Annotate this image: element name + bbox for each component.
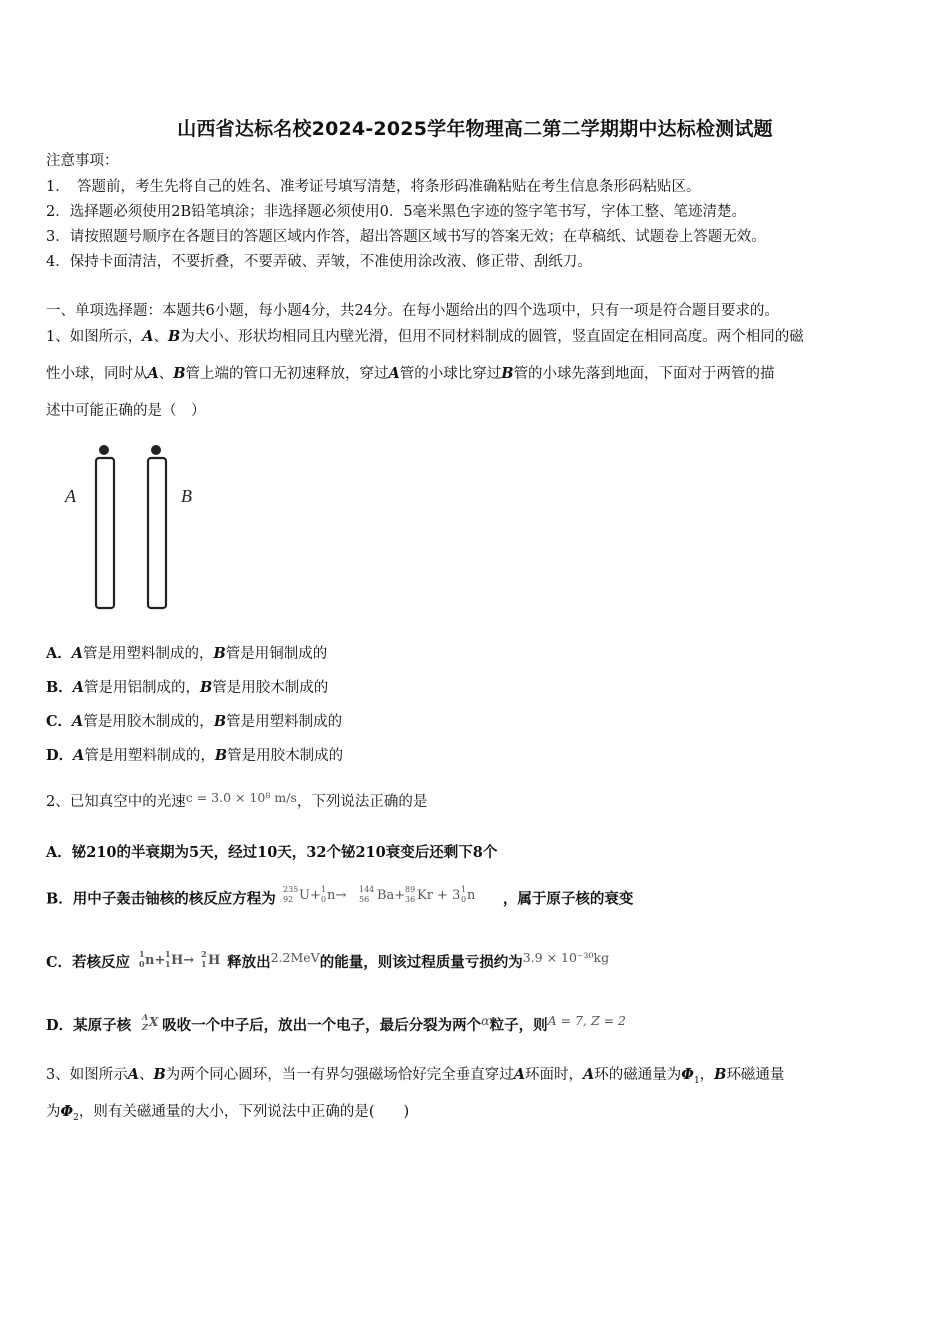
- q2-option-a: A．铋210的半衰期为5天，经过10天，32个铋210衰变后还剩下8个: [46, 844, 498, 861]
- notice-heading: 注意事项：: [46, 153, 119, 169]
- q1-option-a: A．A管是用塑料制成的，B管是用铜制成的: [46, 645, 328, 662]
- q3-stem-line1: 3、如图所示A、B为两个同心圆环，当一有界匀强磁场恰好完全垂直穿过A环面时，A环的磁通量为$\Phi_1$，B环磁通量: [46, 1066, 785, 1086]
- energy-value: 2.2MeV: [270, 950, 320, 965]
- magnetic-ball-b: [151, 445, 161, 455]
- mass-defect-value: 3.9 × 10⁻³⁰kg: [522, 950, 610, 965]
- q1-stem-line3: 述中可能正确的是（ ）: [46, 403, 206, 419]
- svg-text:144: 144: [358, 885, 375, 894]
- q1-option-d: D．A管是用塑料制成的，B管是用胶木制成的: [46, 747, 344, 764]
- notice-item: 3．请按照题号顺序在各题目的答题区域内作答，超出答题区域书写的答案无效；在草稿纸、试题卷上答题无效。: [46, 229, 766, 245]
- svg-text:1: 1: [201, 959, 207, 969]
- svg-text:0: 0: [460, 895, 466, 904]
- fission-equation-svg: [281, 883, 503, 905]
- svg-text:X: X: [149, 1015, 159, 1029]
- answer-values: A = 7, Z = 2: [547, 1013, 626, 1028]
- svg-text:U+: U+: [298, 888, 321, 903]
- section-heading: 一、单项选择题：本题共6小题，每小题4分，共24分。在每小题给出的四个选项中，只有一项是符合题目要求的。: [46, 303, 779, 319]
- svg-text:0: 0: [320, 895, 326, 904]
- q2-stem: 2、已知真空中的光速c = 3.0 × 10⁸ m/s，下列说法正确的是: [46, 790, 428, 810]
- svg-text:n+: n+: [145, 953, 166, 968]
- fusion-equation: [135, 948, 227, 970]
- nucleus-symbol: [136, 1011, 162, 1033]
- svg-text:56: 56: [358, 895, 370, 904]
- magnetic-ball-a: [99, 445, 109, 455]
- fusion-equation-svg: [135, 948, 227, 970]
- q3-stem-line2: 为$\Phi_2$，则有关磁通量的大小，下列说法中正确的是( ): [46, 1103, 410, 1123]
- q1-option-c: C．A管是用胶木制成的，B管是用塑料制成的: [46, 713, 343, 730]
- svg-text:H→: H→: [171, 953, 195, 968]
- q1-figure-tubes: [55, 438, 215, 618]
- svg-text:1: 1: [139, 949, 145, 959]
- svg-text:n: n: [466, 888, 476, 903]
- q2-option-c: C．若核反应 1 0 n+ 1 1 H→ 2 1 H 释放出2.2MeV的能量，则该过程质量亏损约为3.9 × 10⁻³⁰kg: [46, 949, 610, 971]
- figure-label-a: A: [65, 486, 76, 506]
- q1-stem-line2: 性小球，同时从A、B管上端的管口无初速释放，穿过A管的小球比穿过B管的小球先落到地面，下面对于两管的描: [46, 365, 775, 382]
- speed-of-light-formula: c = 3.0 × 10⁸ m/s: [185, 790, 297, 805]
- svg-text:Z: Z: [142, 1022, 148, 1032]
- svg-text:H: H: [208, 953, 221, 968]
- svg-text:1: 1: [460, 885, 466, 894]
- svg-text:92: 92: [282, 895, 294, 904]
- svg-text:2: 2: [201, 949, 207, 959]
- q1-option-b: B．A管是用铝制成的，B管是用胶木制成的: [46, 679, 329, 696]
- svg-text:n→: n→: [326, 888, 347, 903]
- q2-option-d: D．某原子核 A Z X 吸收一个中子后，放出一个电子，最后分裂为两个α粒子，则A = 7, Z = 2: [46, 1012, 626, 1034]
- notice-item: 4．保持卡面清洁，不要折叠，不要弄破、弄皱，不准使用涂改液、修正带、刮纸刀。: [46, 254, 592, 270]
- tube-a: [96, 458, 114, 608]
- nucleus-symbol-svg: [136, 1011, 162, 1033]
- svg-text:0: 0: [139, 959, 145, 969]
- svg-text:Kr + 3: Kr + 3: [416, 888, 461, 903]
- svg-text:36: 36: [404, 895, 416, 904]
- svg-text:1: 1: [165, 949, 171, 959]
- svg-text:Ba+: Ba+: [376, 888, 406, 903]
- svg-text:235: 235: [282, 885, 299, 894]
- svg-text:A: A: [142, 1012, 149, 1022]
- svg-text:1: 1: [165, 959, 171, 969]
- q1-stem-line1: 1、如图所示，A、B为大小、形状均相同且内壁光滑，但用不同材料制成的圆管，竖直固定在相同高度。两个相同的磁: [46, 328, 804, 345]
- svg-text:1: 1: [320, 885, 326, 894]
- q2-option-b: B．用中子轰击铀核的核反应方程为 235 92 U+ 1 0 n→ 144 56 Ba+ 89 36 Kr + 3 1 0 n ，属于原子核的衰变: [46, 885, 634, 908]
- notice-item: 1． 答题前，考生先将自己的姓名、准考证号填写清楚，将条形码准确粘贴在考生信息条形码粘贴区。: [46, 179, 701, 195]
- notice-item: 2．选择题必须使用2B铅笔填涂；非选择题必须使用0．5毫米黑色字迹的签字笔书写，字体工整、笔迹清楚。: [46, 204, 747, 220]
- figure-label-b: B: [181, 486, 192, 506]
- svg-text:89: 89: [404, 885, 416, 894]
- alpha-symbol: α: [481, 1013, 490, 1028]
- fission-equation: [281, 883, 503, 905]
- tube-b: [148, 458, 166, 608]
- page-title: 山西省达标名校2024-2025学年物理高二第二学期期中达标检测试题: [177, 118, 773, 140]
